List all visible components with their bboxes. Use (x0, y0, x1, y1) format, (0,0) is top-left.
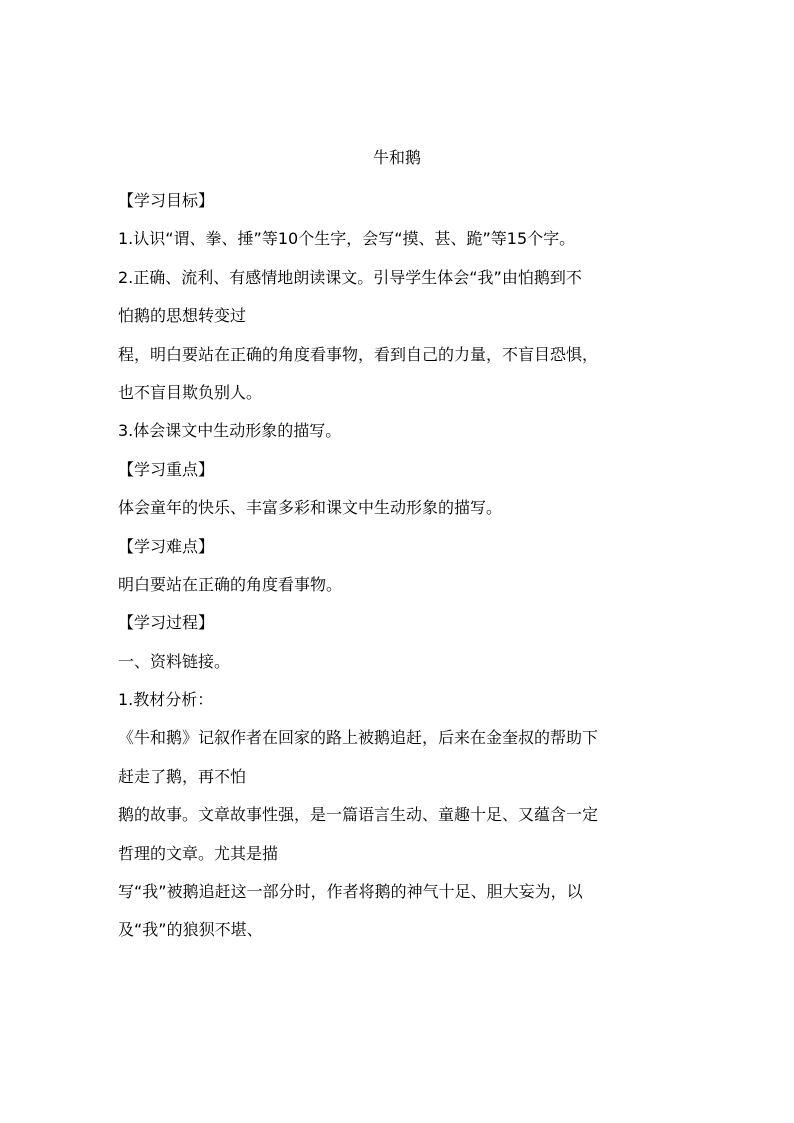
section-heading-process: 【学习过程】 (118, 613, 215, 633)
section-heading-difficulties: 【学习难点】 (118, 536, 215, 556)
text-line: 写“我”被鹅追赶这一部分时，作者将鹅的神气十足、胆大妄为，以 (118, 882, 583, 902)
text-line: 《牛和鹅》记叙作者在回家的路上被鹅追赶，后来在金奎叔的帮助下 (118, 728, 599, 748)
document-body (118, 186, 678, 954)
text-line: 及“我”的狼狈不堪、 (118, 920, 263, 940)
text-line: 1.教材分析： (118, 690, 214, 710)
text-line: 3.体会课文中生动形象的描写。 (118, 421, 342, 441)
text-line: 怕鹅的思想转变过 (118, 306, 247, 326)
text-line: 赶走了鹅，再不怕 (118, 766, 247, 786)
text-line: 体会童年的快乐、丰富多彩和课文中生动形象的描写。 (118, 498, 503, 518)
text-line: 1.认识“谓、拳、捶”等10个生字，会写“摸、甚、跪”等15个字。 (118, 229, 576, 249)
section-heading-key-points: 【学习重点】 (118, 459, 215, 479)
text-line: 2.正确、流利、有感情地朗读课文。引导学生体会“我”由怕鹅到不 (118, 267, 582, 287)
text-line: 鹅的故事。文章故事性强，是一篇语言生动、童趣十足、又蕴含一定 (118, 805, 599, 825)
text-line: 哲理的文章。尤其是描 (118, 843, 279, 863)
text-line: 也不盲目欺负别人。 (118, 382, 263, 402)
document-title: 牛和鹅 (372, 148, 421, 167)
text-line: 一、资料链接。 (118, 651, 231, 671)
section-heading-objectives: 【学习目标】 (118, 191, 215, 210)
text-line: 程，明白要站在正确的角度看事物，看到自己的力量，不盲目恐惧， (118, 344, 599, 364)
text-line: 明白要站在正确的角度看事物。 (118, 574, 343, 594)
